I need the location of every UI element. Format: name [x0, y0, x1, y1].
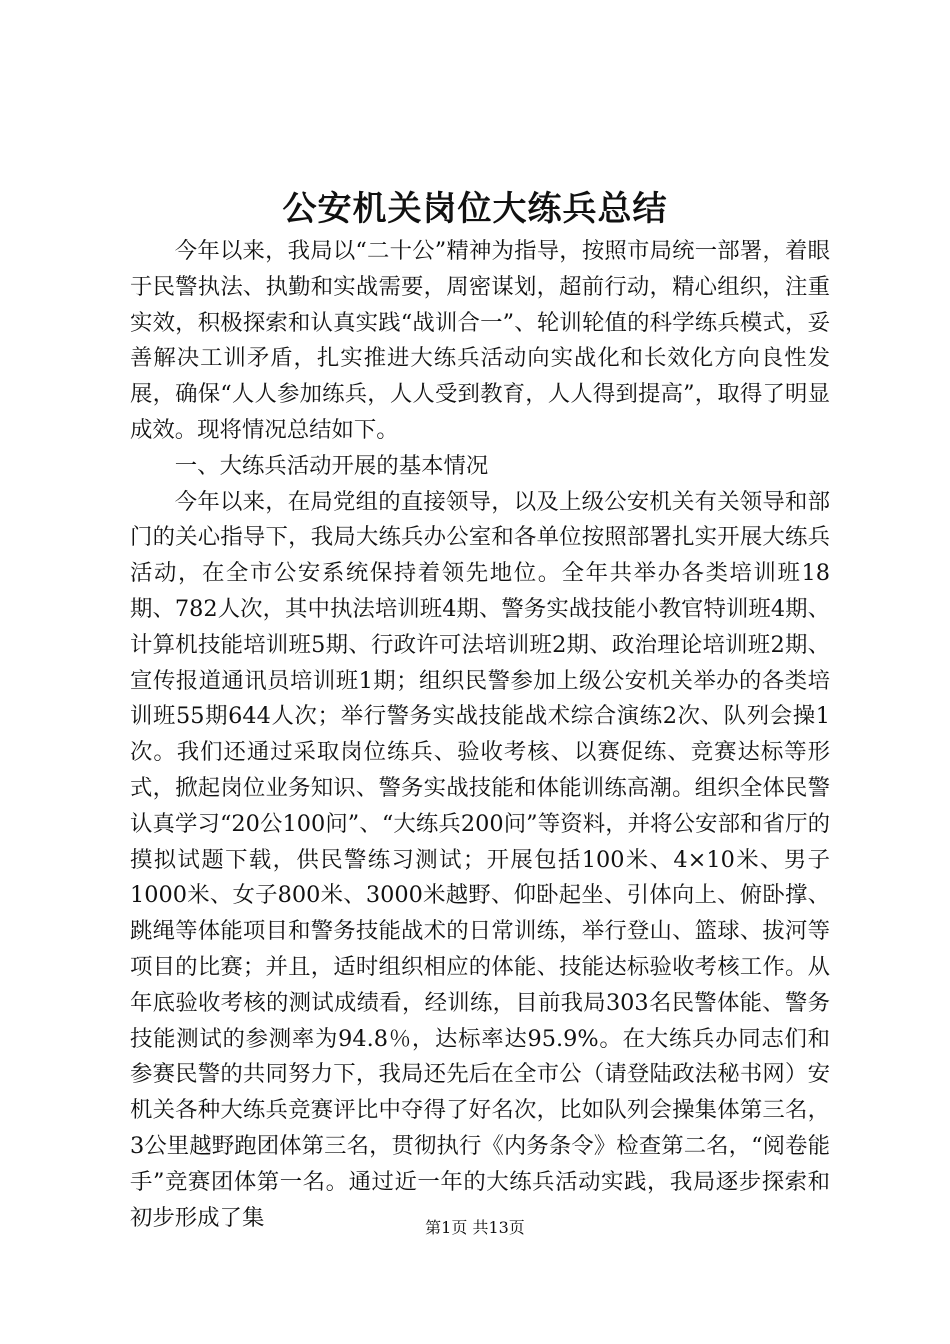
section-heading: 一、大练兵活动开展的基本情况 — [174, 452, 489, 479]
document-body — [130, 234, 830, 1236]
page-footer: 第1页 共13页 — [425, 1218, 525, 1237]
intro-paragraph: 今年以来，我局以“二十公”精神为指导，按照市局统一部署，着眼于民警执法、执勤和实战需要，周密谋划，超前行动，精心组织，注重实效，积极探索和认真实践“战训合一”、轮训轮值的科学练兵模式，妥善解决工训矛盾，扎实推进大练兵活动向实战化和长效化方向良性发展，确保“人人参加练兵，人人受到教育，人人得到提高”，取得了明显成效。现将情况总结如下。 — [130, 238, 830, 443]
section-paragraph: 今年以来，在局党组的直接领导，以及上级公安机关有关领导和部门的关心指导下，我局大练兵办公室和各单位按照部署扎实开展大练兵活动，在全市公安系统保持着领先地位。全年共举办各类培训班18期、782人次，其中执法培训班4期、警务实战技能小教官特训班4期、计算机技能培训班5期、行政许可法培训班2期、政治理论培训班2期、宣传报道通讯员培训班1期；组织民警参加上级公安机关举办的各类培训班55期644人次；举行警务实战技能战术综合演练2次、队列会操1次。我们还通过采取岗位练兵、验收考核、以赛促练、竞赛达标等形式，掀起岗位业务知识、警务实战技能和体能训练高潮。组织全体民警认真学习“20公100问”、“大练兵200问”等资料，并将公安部和省厅的摸拟试题下载，供民警练习测试；开展包括100米、4×10米、男子1000米、女子800米、3000米越野、仰卧起坐、引体向上、俯卧撑、跳绳等体能项目和警务技能战术的日常训练，举行登山、篮球、拔河等项目的比赛；并且，适时组织相应的体能、技能达标验收考核工作。从年底验收考核的测试成绩看，经训练，目前我局303名民警体能、警务技能测试的参测率为94.8％，达标率达95.9%。在大练兵办同志们和参赛民警的共同努力下，我局还先后在全市公（请登陆政法秘书网）安机关各种大练兵竞赛评比中夺得了好名次，比如队列会操集体第三名，3公里越野跑团体第三名，贯彻执行《内务条令》检查第二名，“阅卷能手”竞赛团体第一名。通过近一年的大练兵活动实践，我局逐步探索和初步形成了集 — [130, 488, 830, 1231]
document-title: 公安机关岗位大练兵总结 — [282, 189, 668, 229]
